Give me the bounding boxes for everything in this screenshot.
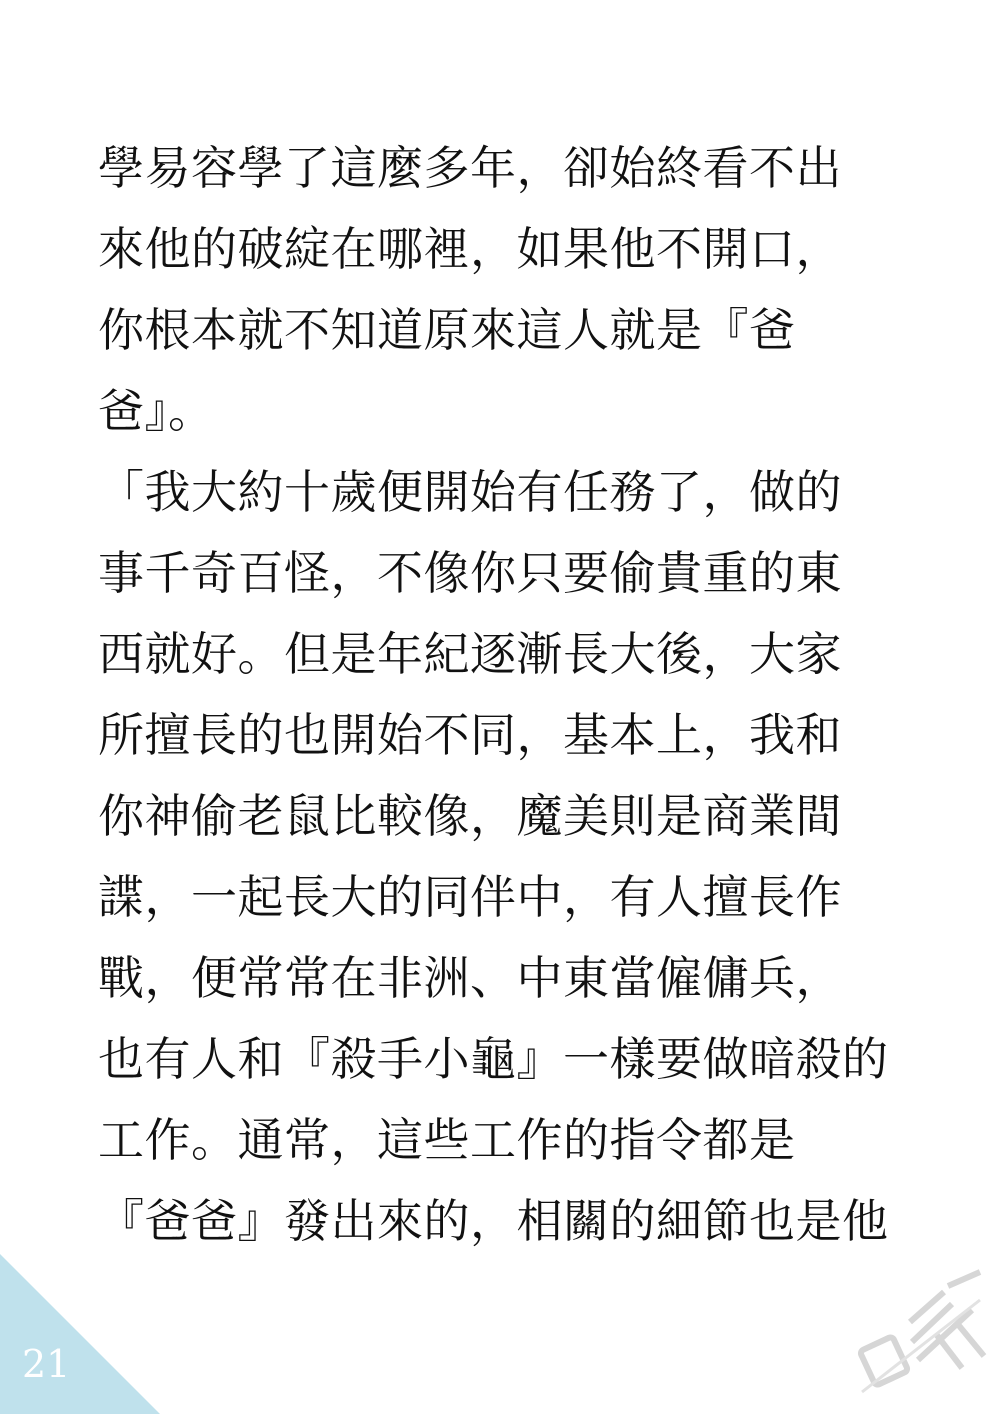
body-text bbox=[98, 128, 898, 1262]
text-line: 『爸爸』發出來的，相關的細節也是他 bbox=[98, 1194, 889, 1248]
text-line: 爸』。 bbox=[98, 384, 215, 438]
text-line: 所擅長的也開始不同，基本上，我和 bbox=[98, 708, 842, 762]
watermark-logo-icon bbox=[852, 1264, 992, 1394]
text-line: 來他的破綻在哪裡，如果他不開口， bbox=[98, 222, 842, 276]
text-line: 戰，便常常在非洲、中東當僱傭兵， bbox=[98, 951, 842, 1005]
text-line: 也有人和『殺手小龜』一樣要做暗殺的 bbox=[98, 1032, 889, 1086]
text-line: 你根本就不知道原來這人就是『爸 bbox=[98, 303, 796, 357]
text-line: 諜，一起長大的同伴中，有人擅長作 bbox=[98, 870, 842, 924]
text-line: 事千奇百怪，不像你只要偷貴重的東 bbox=[98, 546, 842, 600]
watermark bbox=[852, 1264, 992, 1394]
text-line: 你神偷老鼠比較像，魔美則是商業間 bbox=[98, 789, 842, 843]
text-line: 學易容學了這麼多年，卻始終看不出 bbox=[98, 141, 842, 195]
text-line: 西就好。但是年紀逐漸長大後，大家 bbox=[98, 627, 842, 681]
text-line: 工作。通常，這些工作的指令都是 bbox=[98, 1113, 796, 1167]
corner-triangle-decoration bbox=[0, 1254, 160, 1414]
text-line: 「我大約十歲便開始有任務了，做的 bbox=[98, 465, 842, 519]
page-number: 21 bbox=[22, 1342, 71, 1386]
